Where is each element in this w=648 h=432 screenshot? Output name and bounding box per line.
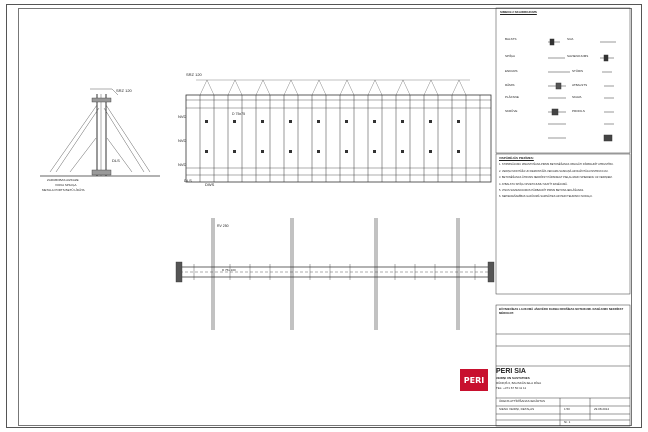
label-nvd-2: NVD [178,138,187,143]
note-item: 1. STIPRINĀJUMU IZMANTOŠANA PIRMS BETONĒŠANAS OBLIGĀTI PĀRBAUDĪT ATBILSTĪBU. [499,163,614,167]
note-item: 5. VISUS SAVIENOJUMUS PĀRBAUDĪT PIRMS BETONA IEKLĀŠANAS. [499,188,584,192]
label-dls-bottom: DLS [184,178,192,183]
plan-view-beam [176,218,494,330]
project-name: ŪDENS ATTĪRĪŠANAS IEKĀRTAS [499,399,546,403]
legend-item: PLĀKSNE [505,95,519,99]
label-d-axis: D 75x 100 [222,268,236,272]
peri-logo: PERI [460,369,488,391]
top-elevation-formwork [186,80,491,182]
sheet-number: Nr. 1 [564,420,571,424]
note-left-1: ZARUBOBAS AIZKAZE [47,178,79,182]
note-item: 4. ATBALSTU SPIĪĢU IZVIETOJUMU SKATĪT RASĒJUMĀ. [499,182,568,186]
company-phone: TEL: +371 67 50 11 11 [496,386,527,390]
legend-item: STŪRIS [572,69,584,73]
legend-item: ATBALSTS [572,83,588,87]
general-notes [499,157,627,202]
note-item: 6. NEPIECIEŠAMĪBAS GADĪJUMĀ SAZINĀTIES AR PERI TEHNISKO NODAĻU. [499,195,593,199]
date-value: 29.08.2014 [594,407,610,411]
label-srz-left: SRZ 120 [116,88,132,93]
label-dws: DWS [205,182,215,187]
note-left-3: METALA PORTS BETŪ LĪDĀTA [42,188,85,192]
warning-text: BŪVNIECĪBAS LAUKUMĀ JĀIEVĒRO DARBA DROŠĪBAS NOTEIKUMI. RASĒJUMU NEDRĪKST MĒROGOT. [499,307,624,315]
company-sub: VEIDŅI UN SASTATNES [496,376,530,380]
legend-item: SPIĪĢA [505,54,516,58]
legend-item: BALSTS [505,37,517,41]
left-section-detail [40,89,160,176]
label-nvd-1: NVD [178,114,187,119]
note-left-2: VOKIA SPILIĢA [55,183,77,187]
label-dls-left: DLS [112,158,120,163]
legend-item: SAVIENOJUMS [567,54,589,58]
label-d75: D 75x75 [232,112,246,116]
label-nvd-3: NVD [178,162,187,167]
legend-item: SIJA [567,37,574,41]
legend-item: RĀMIS [505,83,515,87]
legend-title: SIMBOLU SKAIDROJUMS [500,10,537,14]
company-name: PERI SIA [496,368,526,375]
notes-heading: VISPĀRĒJĀS PIEZĪMES: [499,156,534,160]
legend-item: SKRŪVE [505,109,518,113]
legend-item: PROFILS [572,109,585,113]
label-rv: RV 250 [217,224,229,228]
legend-item: ENKURS [505,69,518,73]
note-item: 3. BETONĒŠANAS ĀTRUMS NEDRĪKST PĀRSNIEGT PIEĻAUJAMO SPIEDIENU UZ VEIDŅIEM. [499,176,613,180]
label-srz-top: SRZ 120 [186,72,202,77]
drawing-name: SIENU VEIDŅI, DETAĻAS [499,407,535,411]
scale-value: 1:50 [564,407,570,411]
note-item: 2. VEIDŅU MONTĀŽA UN DEMONTĀŽA VEICAMA SASKAŅĀ AR RAŽOTĀJA INSTRUKCIJU. [499,169,609,173]
company-address: RŪDIŅŠ 6, BAUSKĀS IELA RĪGA [496,381,542,385]
legend-item: SKAVA [572,95,582,99]
